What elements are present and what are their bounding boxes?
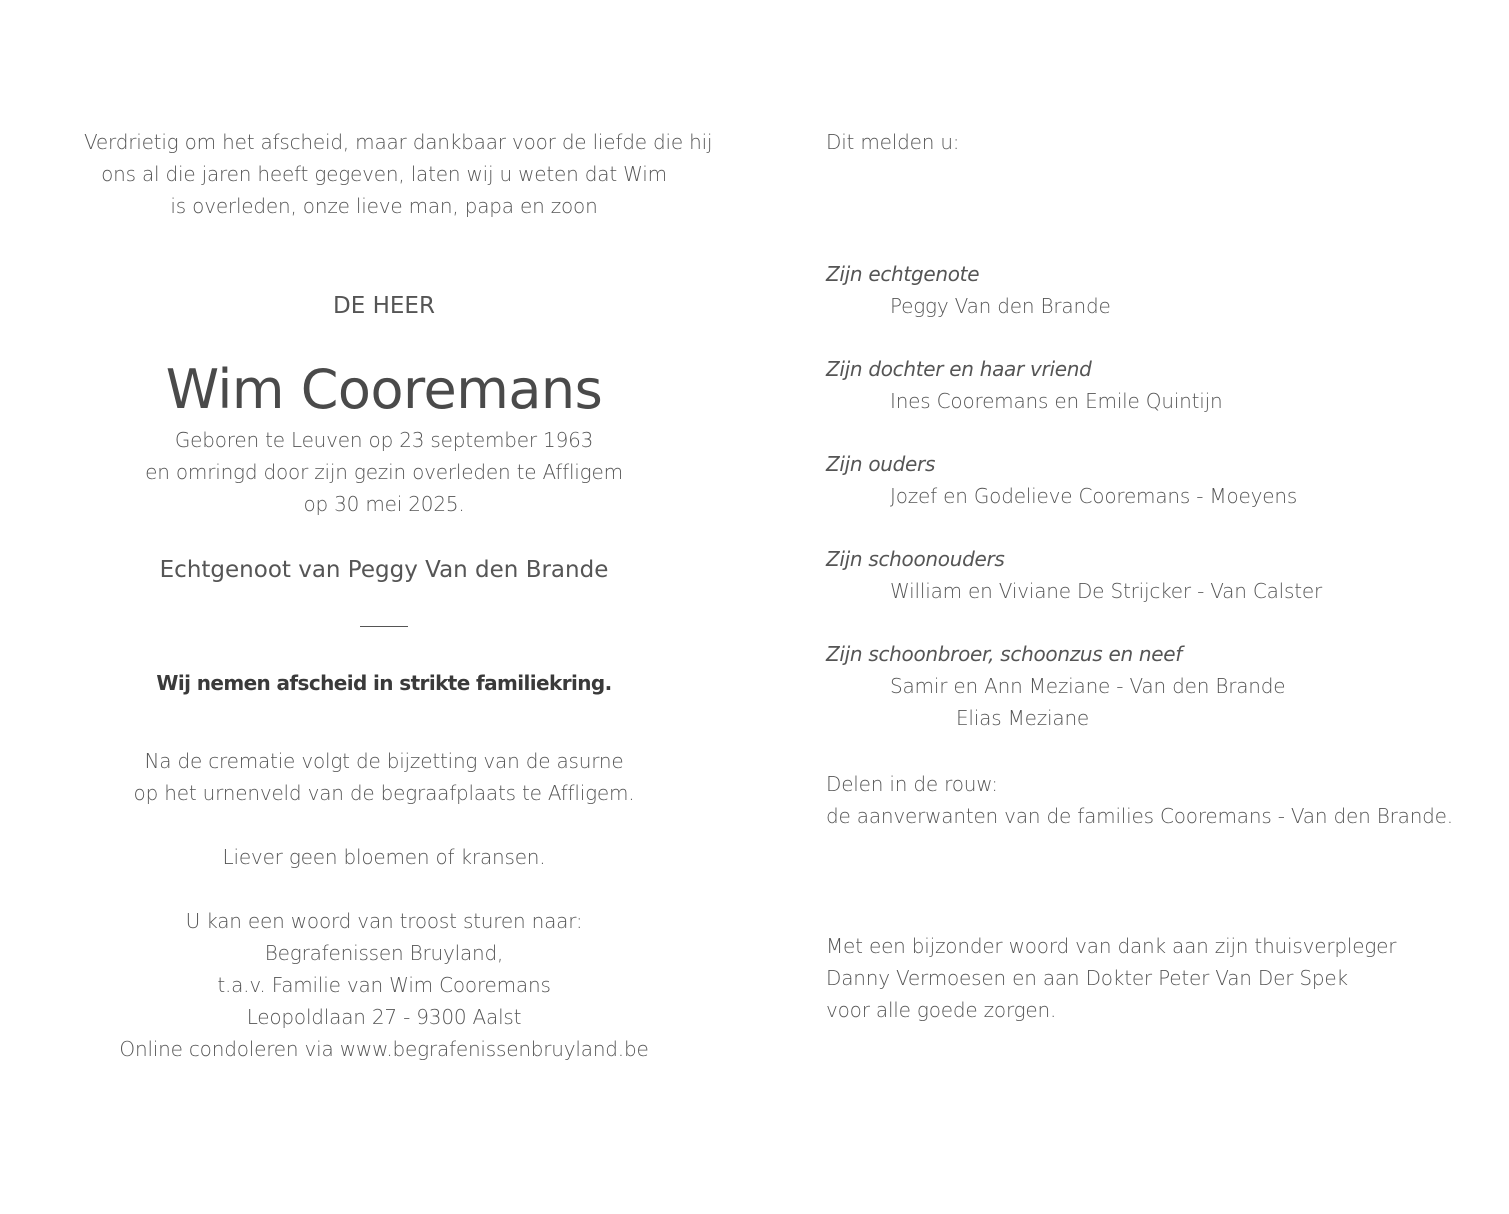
- family-group: [826, 353, 1466, 417]
- condolence-address: [84, 905, 684, 1065]
- member-list: [826, 575, 1466, 607]
- intro-line: ons al die jaren heeft gegeven, laten wij u weten dat Wim: [101, 162, 667, 186]
- mourning-note: [826, 768, 1466, 832]
- thanks-line: Met een bijzonder woord van dank aan zijn thuisverpleger: [826, 934, 1397, 958]
- thanks-line: Danny Vermoesen en aan Dokter Peter Van Der Spek: [826, 966, 1348, 990]
- intro-line: is overleden, onze lieve man, papa en zoon: [170, 194, 598, 218]
- birth-death-details: [84, 424, 684, 520]
- family-group: [826, 258, 1466, 322]
- ceremony-line: Na de crematie volgt de bijzetting van de asurne: [144, 749, 624, 773]
- title-prefix: DE HEER: [333, 293, 435, 319]
- detail-line: op 30 mei 2025.: [303, 492, 465, 516]
- member-name: Samir en Ann Meziane - Van den Brande: [890, 674, 1286, 698]
- intro-text: [84, 126, 713, 222]
- detail-line: en omringd door zijn gezin overleden te Affligem: [145, 460, 623, 484]
- condolence-line: Begrafenissen Bruyland,: [264, 941, 504, 965]
- member-list: [826, 385, 1466, 417]
- ceremony-text: [84, 745, 684, 809]
- family-group: [826, 638, 1466, 734]
- relation-label: Zijn ouders: [826, 452, 936, 476]
- mourn-line: Delen in de rouw:: [826, 772, 998, 796]
- member-name: William en Viviane De Strijcker - Van Calster: [890, 579, 1323, 603]
- member-name: Elias Meziane: [956, 706, 1090, 730]
- condolence-line: U kan een woord van troost sturen naar:: [185, 909, 583, 933]
- right-column: [826, 126, 1466, 1026]
- intro-line: Verdrietig om het afscheid, maar dankbaar voor de liefde die hij: [84, 130, 713, 154]
- announce-line: Dit melden u:: [826, 130, 960, 154]
- family-group: [826, 448, 1466, 512]
- relation-label: Zijn schoonouders: [826, 547, 1005, 571]
- member-list: [826, 670, 1466, 734]
- thanks-note: [826, 930, 1466, 1026]
- ceremony-line: op het urnenveld van de begraafplaats te Affligem.: [133, 781, 635, 805]
- left-column: [84, 126, 713, 1065]
- relation-label: Zijn schoonbroer, schoonzus en neef: [826, 642, 1183, 666]
- condolence-line: Leopoldlaan 27 - 9300 Aalst: [246, 1005, 522, 1029]
- private-farewell: Wij nemen afscheid in strikte familiekring.: [156, 671, 612, 695]
- family-list: [826, 258, 1466, 734]
- relation-label: Zijn dochter en haar vriend: [826, 357, 1092, 381]
- member-list: [826, 480, 1466, 512]
- flowers-note: Liever geen bloemen of kransen.: [222, 845, 546, 869]
- thanks-line: voor alle goede zorgen.: [826, 998, 1057, 1022]
- member-list: [826, 290, 1466, 322]
- spouse-line: Echtgenoot van Peggy Van den Brande: [159, 557, 609, 583]
- condolence-website: Online condoleren via www.begrafenissenbruyland.be: [119, 1037, 649, 1061]
- member-name: Peggy Van den Brande: [890, 294, 1111, 318]
- detail-line: Geboren te Leuven op 23 september 1963: [174, 428, 594, 452]
- member-name: Ines Cooremans en Emile Quintijn: [890, 389, 1223, 413]
- member-name: Jozef en Godelieve Cooremans - Moeyens: [890, 484, 1298, 508]
- mourn-line: de aanverwanten van de families Cooremans - Van den Brande.: [826, 804, 1453, 828]
- condolence-line: t.a.v. Familie van Wim Cooremans: [217, 973, 551, 997]
- deceased-name: Wim Cooremans: [165, 358, 603, 421]
- relation-label: Zijn echtgenote: [826, 262, 980, 286]
- divider: [360, 626, 408, 627]
- family-group: [826, 543, 1466, 607]
